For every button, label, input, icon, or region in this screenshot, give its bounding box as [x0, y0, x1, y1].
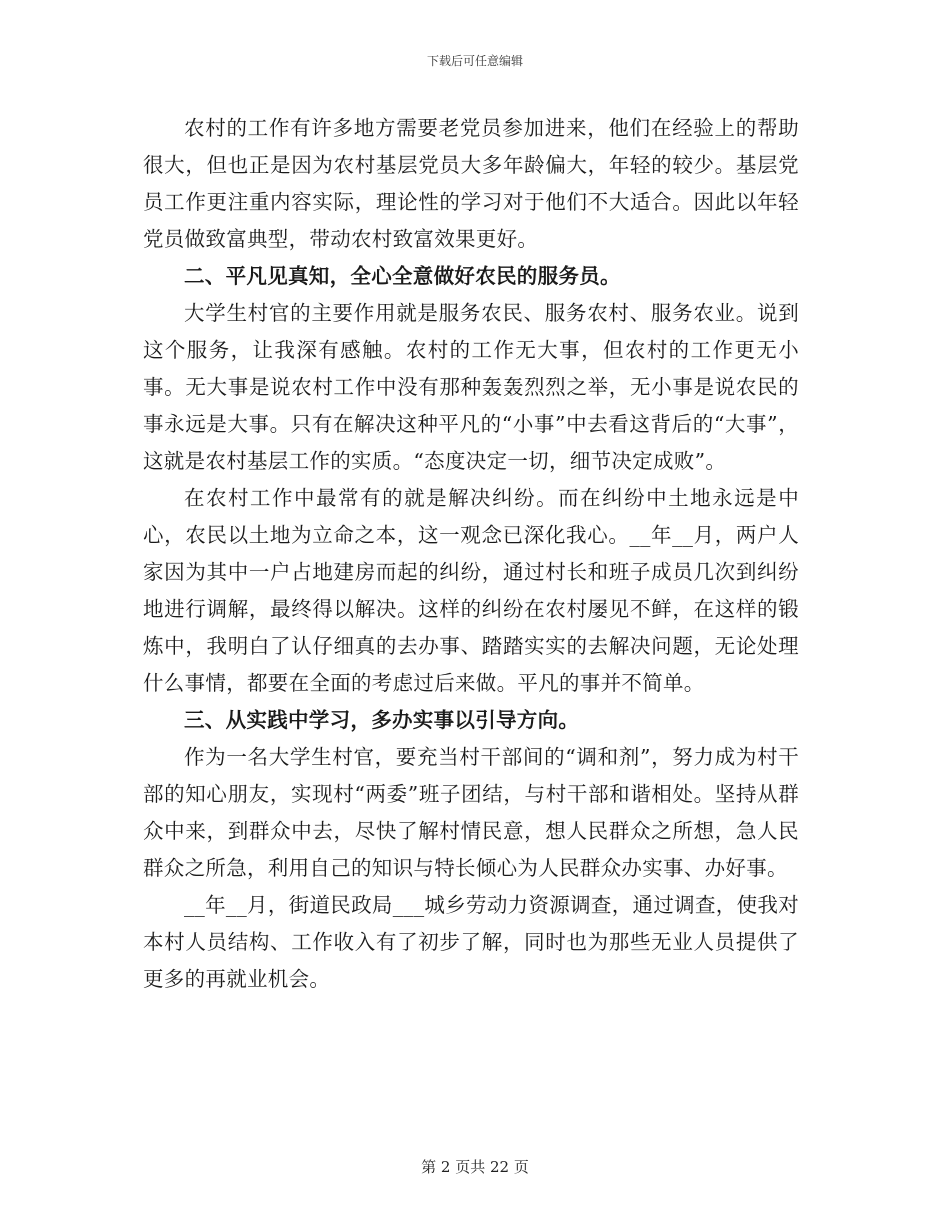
page-number-footer: 第 2 页共 22 页 [421, 1158, 529, 1176]
paragraph-harmony: 作为一名大学生村官，要充当村干部间的“调和剂”，努力成为村干部的知心朋友，实现村“两委”班子团结，与村干部和谐相处。坚持从群众中来，到群众中去，尽快了解村情民意，想人民群众之所想，急人民群众之所急，利用自己的知识与特长倾心为人民群众办实事、办好事。 [143, 745, 799, 880]
paragraph-survey: __年__月，街道民政局___城乡劳动力资源调查，通过调查，使我对本村人员结构、工作收入有了初步了解，同时也为那些无业人员提供了更多的再就业机会。 [143, 893, 799, 991]
page-header: 下载后可任意编辑 [426, 54, 523, 68]
paragraph-disputes: 在农村工作中最常有的就是解决纠纷。而在纠纷中土地永远是中心，农民以土地为立命之本，这一观念已深化我心。__年__月，两户人家因为其中一户占地建房而起的纠纷，通过村长和班子成员几次到纠纷地进行调解，最终得以解决。这样的纠纷在农村屡见不鲜，在这样的锻炼中，我明白了认仔细真的去办事、踏踏实实的去解决问题，无论处理什么事情，都要在全面的考虑过后来做。平凡的事并不简单。 [143, 486, 799, 695]
paragraph-service: 大学生村官的主要作用就是服务农民、服务农村、服务农业。说到这个服务，让我深有感触。农村的工作无大事，但农村的工作更无小事。无大事是说农村工作中没有那种轰轰烈烈之举，无小事是说农民的事永远是大事。只有在解决这种平凡的“小事”中去看这背后的“大事”，这就是农村基层工作的实质。“态度决定一切，细节决定成败”。 [143, 301, 799, 473]
document-body [143, 110, 799, 998]
section-heading-3: 三、从实践中学习，多办实事以引导方向。 [184, 708, 580, 732]
paragraph-party-members: 农村的工作有许多地方需要老党员参加进来，他们在经验上的帮助很大，但也正是因为农村基层党员大多年龄偏大，年轻的较少。基层党员工作更注重内容实际，理论性的学习对于他们不大适合。因此以年轻党员做致富典型，带动农村致富效果更好。 [143, 116, 799, 251]
section-heading-2: 二、平凡见真知，全心全意做好农民的服务员。 [184, 264, 621, 288]
